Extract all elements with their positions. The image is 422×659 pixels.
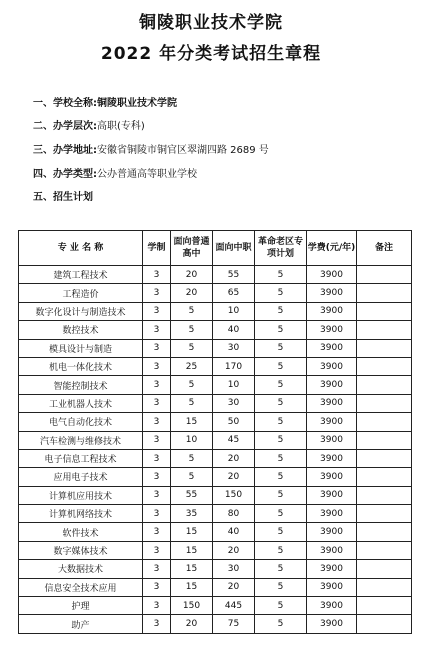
header-old-revolutionary: 革命老区专项计划	[255, 231, 307, 266]
old-revolutionary-cell: 5	[255, 597, 307, 615]
vocational-cell: 50	[213, 413, 255, 431]
old-revolutionary-cell: 5	[255, 266, 307, 284]
table-row	[19, 339, 412, 357]
header-remarks: 备注	[357, 231, 412, 266]
major-cell: 机电一体化技术	[19, 357, 143, 375]
duration-cell: 3	[143, 523, 171, 541]
major-cell: 计算机网络技术	[19, 505, 143, 523]
major-cell: 助产	[19, 615, 143, 633]
table-row	[19, 376, 412, 394]
high-school-cell: 15	[171, 413, 213, 431]
vocational-cell: 445	[213, 597, 255, 615]
header-major: 专 业 名 称	[19, 231, 143, 266]
remarks-cell	[357, 321, 412, 339]
tuition-cell: 3900	[307, 394, 357, 412]
remarks-cell	[357, 560, 412, 578]
table-row	[19, 597, 412, 615]
remarks-cell	[357, 339, 412, 357]
info-address	[33, 145, 269, 157]
table-row	[19, 357, 412, 375]
header-duration: 学制	[143, 231, 171, 266]
remarks-cell	[357, 413, 412, 431]
info-label: 二、办学层次:	[33, 121, 97, 132]
duration-cell: 3	[143, 505, 171, 523]
high-school-cell: 5	[171, 449, 213, 467]
header-vocational: 面向中职	[213, 231, 255, 266]
table-row	[19, 449, 412, 467]
info-value: 安徽省铜陵市铜官区翠湖四路 2689 号	[97, 145, 269, 156]
old-revolutionary-cell: 5	[255, 486, 307, 504]
table-row	[19, 284, 412, 302]
info-type	[33, 169, 197, 181]
vocational-cell: 55	[213, 266, 255, 284]
duration-cell: 3	[143, 284, 171, 302]
remarks-cell	[357, 266, 412, 284]
major-cell: 智能控制技术	[19, 376, 143, 394]
vocational-cell: 30	[213, 560, 255, 578]
duration-cell: 3	[143, 431, 171, 449]
old-revolutionary-cell: 5	[255, 302, 307, 320]
major-cell: 应用电子技术	[19, 468, 143, 486]
tuition-cell: 3900	[307, 615, 357, 633]
duration-cell: 3	[143, 321, 171, 339]
header-tuition: 学费(元/年)	[307, 231, 357, 266]
tuition-cell: 3900	[307, 357, 357, 375]
vocational-cell: 10	[213, 302, 255, 320]
high-school-cell: 5	[171, 302, 213, 320]
tuition-cell: 3900	[307, 284, 357, 302]
info-label: 四、办学类型:	[33, 169, 97, 180]
remarks-cell	[357, 394, 412, 412]
major-cell: 模具设计与制造	[19, 339, 143, 357]
info-plan-heading	[33, 192, 93, 204]
old-revolutionary-cell: 5	[255, 468, 307, 486]
tuition-cell: 3900	[307, 302, 357, 320]
major-cell: 数字化设计与制造技术	[19, 302, 143, 320]
tuition-cell: 3900	[307, 413, 357, 431]
old-revolutionary-cell: 5	[255, 523, 307, 541]
high-school-cell: 15	[171, 578, 213, 596]
vocational-cell: 65	[213, 284, 255, 302]
high-school-cell: 25	[171, 357, 213, 375]
high-school-cell: 5	[171, 321, 213, 339]
old-revolutionary-cell: 5	[255, 541, 307, 559]
duration-cell: 3	[143, 486, 171, 504]
table-row	[19, 321, 412, 339]
table-row	[19, 523, 412, 541]
major-cell: 护理	[19, 597, 143, 615]
table-row	[19, 431, 412, 449]
vocational-cell: 170	[213, 357, 255, 375]
remarks-cell	[357, 449, 412, 467]
major-cell: 软件技术	[19, 523, 143, 541]
info-value: 铜陵职业技术学院	[97, 98, 177, 109]
major-cell: 计算机应用技术	[19, 486, 143, 504]
duration-cell: 3	[143, 578, 171, 596]
vocational-cell: 80	[213, 505, 255, 523]
vocational-cell: 45	[213, 431, 255, 449]
high-school-cell: 15	[171, 523, 213, 541]
remarks-cell	[357, 486, 412, 504]
duration-cell: 3	[143, 266, 171, 284]
remarks-cell	[357, 541, 412, 559]
table-body	[19, 266, 412, 634]
enrollment-plan-table	[18, 230, 412, 634]
major-cell: 工业机器人技术	[19, 394, 143, 412]
duration-cell: 3	[143, 357, 171, 375]
duration-cell: 3	[143, 413, 171, 431]
vocational-cell: 30	[213, 394, 255, 412]
tuition-cell: 3900	[307, 468, 357, 486]
vocational-cell: 20	[213, 468, 255, 486]
remarks-cell	[357, 505, 412, 523]
header-high-school: 面向普通高中	[171, 231, 213, 266]
tuition-cell: 3900	[307, 376, 357, 394]
info-school-name	[33, 98, 177, 110]
tuition-cell: 3900	[307, 578, 357, 596]
remarks-cell	[357, 468, 412, 486]
high-school-cell: 150	[171, 597, 213, 615]
tuition-cell: 3900	[307, 431, 357, 449]
vocational-cell: 20	[213, 578, 255, 596]
major-cell: 电子信息工程技术	[19, 449, 143, 467]
high-school-cell: 55	[171, 486, 213, 504]
duration-cell: 3	[143, 302, 171, 320]
old-revolutionary-cell: 5	[255, 321, 307, 339]
duration-cell: 3	[143, 339, 171, 357]
document-title: 铜陵职业技术学院	[139, 13, 283, 33]
tuition-cell: 3900	[307, 523, 357, 541]
vocational-cell: 20	[213, 541, 255, 559]
high-school-cell: 15	[171, 560, 213, 578]
major-cell: 电气自动化技术	[19, 413, 143, 431]
high-school-cell: 5	[171, 376, 213, 394]
major-cell: 汽车检测与维修技术	[19, 431, 143, 449]
old-revolutionary-cell: 5	[255, 578, 307, 596]
tuition-cell: 3900	[307, 486, 357, 504]
info-label: 五、招生计划	[33, 192, 93, 203]
major-cell: 建筑工程技术	[19, 266, 143, 284]
duration-cell: 3	[143, 615, 171, 633]
remarks-cell	[357, 615, 412, 633]
remarks-cell	[357, 523, 412, 541]
duration-cell: 3	[143, 449, 171, 467]
major-cell: 数字媒体技术	[19, 541, 143, 559]
major-cell: 信息安全技术应用	[19, 578, 143, 596]
high-school-cell: 10	[171, 431, 213, 449]
duration-cell: 3	[143, 468, 171, 486]
remarks-cell	[357, 376, 412, 394]
high-school-cell: 20	[171, 284, 213, 302]
table-row	[19, 468, 412, 486]
table-row	[19, 505, 412, 523]
remarks-cell	[357, 302, 412, 320]
high-school-cell: 5	[171, 394, 213, 412]
vocational-cell: 20	[213, 449, 255, 467]
info-value: 公办普通高等职业学校	[97, 169, 197, 180]
table-row	[19, 560, 412, 578]
old-revolutionary-cell: 5	[255, 615, 307, 633]
tuition-cell: 3900	[307, 505, 357, 523]
info-label: 三、办学地址:	[33, 145, 97, 156]
old-revolutionary-cell: 5	[255, 505, 307, 523]
tuition-cell: 3900	[307, 597, 357, 615]
document-subtitle: 2022 年分类考试招生章程	[100, 44, 322, 64]
info-level	[33, 121, 145, 133]
old-revolutionary-cell: 5	[255, 284, 307, 302]
duration-cell: 3	[143, 376, 171, 394]
info-value: 高职(专科)	[97, 121, 145, 132]
old-revolutionary-cell: 5	[255, 357, 307, 375]
table-row	[19, 413, 412, 431]
vocational-cell: 40	[213, 523, 255, 541]
vocational-cell: 40	[213, 321, 255, 339]
old-revolutionary-cell: 5	[255, 413, 307, 431]
old-revolutionary-cell: 5	[255, 560, 307, 578]
major-cell: 大数据技术	[19, 560, 143, 578]
remarks-cell	[357, 578, 412, 596]
duration-cell: 3	[143, 541, 171, 559]
duration-cell: 3	[143, 597, 171, 615]
old-revolutionary-cell: 5	[255, 394, 307, 412]
tuition-cell: 3900	[307, 266, 357, 284]
vocational-cell: 150	[213, 486, 255, 504]
info-label: 一、学校全称:	[33, 98, 97, 109]
major-cell: 工程造价	[19, 284, 143, 302]
vocational-cell: 10	[213, 376, 255, 394]
duration-cell: 3	[143, 394, 171, 412]
vocational-cell: 75	[213, 615, 255, 633]
table-row	[19, 578, 412, 596]
table-row	[19, 394, 412, 412]
high-school-cell: 20	[171, 266, 213, 284]
tuition-cell: 3900	[307, 339, 357, 357]
table-row	[19, 615, 412, 633]
tuition-cell: 3900	[307, 560, 357, 578]
high-school-cell: 20	[171, 615, 213, 633]
table-row	[19, 486, 412, 504]
remarks-cell	[357, 357, 412, 375]
old-revolutionary-cell: 5	[255, 376, 307, 394]
table-row	[19, 266, 412, 284]
tuition-cell: 3900	[307, 541, 357, 559]
old-revolutionary-cell: 5	[255, 431, 307, 449]
tuition-cell: 3900	[307, 449, 357, 467]
duration-cell: 3	[143, 560, 171, 578]
remarks-cell	[357, 284, 412, 302]
tuition-cell: 3900	[307, 321, 357, 339]
table-header-row	[19, 231, 412, 266]
table-row	[19, 541, 412, 559]
high-school-cell: 5	[171, 339, 213, 357]
remarks-cell	[357, 597, 412, 615]
high-school-cell: 35	[171, 505, 213, 523]
high-school-cell: 15	[171, 541, 213, 559]
major-cell: 数控技术	[19, 321, 143, 339]
remarks-cell	[357, 431, 412, 449]
vocational-cell: 30	[213, 339, 255, 357]
old-revolutionary-cell: 5	[255, 449, 307, 467]
old-revolutionary-cell: 5	[255, 339, 307, 357]
table-row	[19, 302, 412, 320]
high-school-cell: 5	[171, 468, 213, 486]
